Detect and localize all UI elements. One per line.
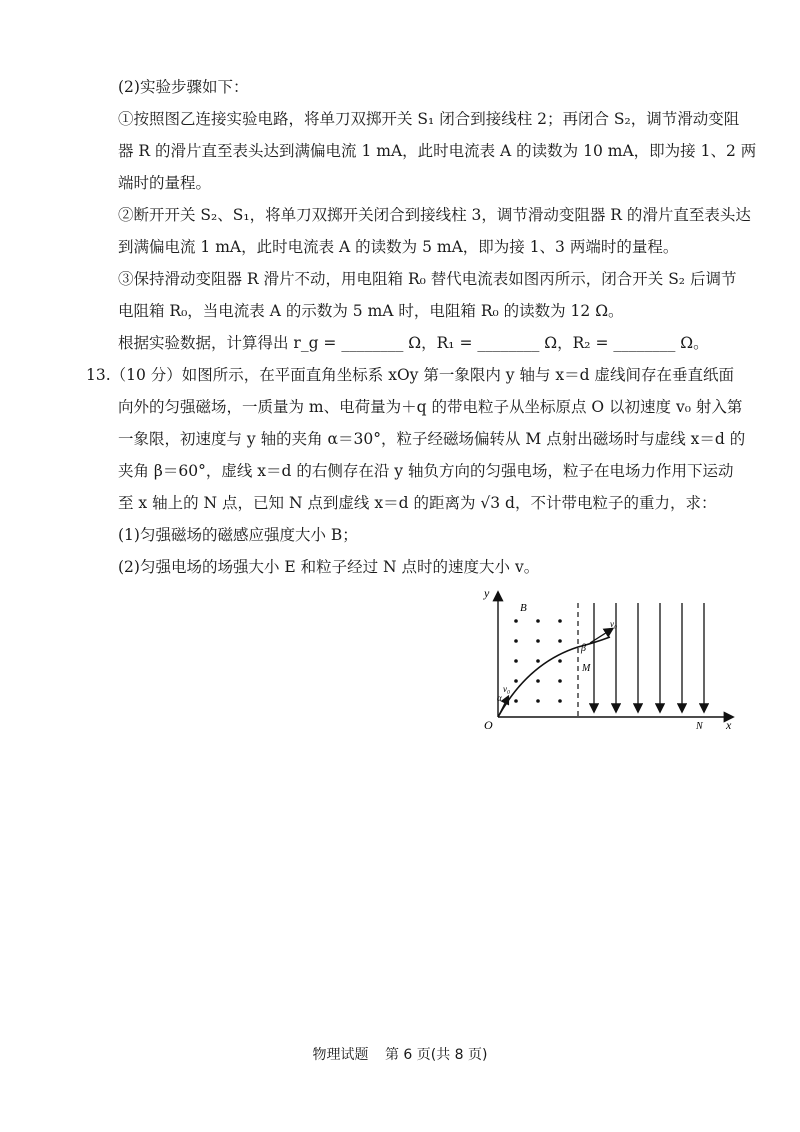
experiment-heading: (2)实验步骤如下： [118,78,249,96]
q13-line-1: 13.（10 分）如图所示，在平面直角坐标系 xOy 第一象限内 y 轴与 x＝d 虚线间存在垂直纸面 [86,366,734,384]
field-b-label: B [520,602,527,614]
diagram-svg [470,585,740,735]
footer-subject: 物理试题 [312,1047,369,1063]
magnetic-field-dots [514,619,562,703]
step2-line-1: ②断开开关 S₂、S₁，将单刀双掷开关闭合到接线柱 3，调节滑动变阻器 R 的滑片直至表头达 [118,206,751,224]
v0-start-label: v₀ [503,684,511,694]
particle-trajectory [498,637,610,717]
step3-line-2: 电阻箱 R₀，当电流表 A 的示数为 5 mA 时，电阻箱 R₀ 的读数为 12 Ω。 [118,302,624,320]
step1-line-1: ①按照图乙连接实验电路，将单刀双掷开关 S₁ 闭合到接线柱 2；再闭合 S₂，调节滑动变阻 [118,110,740,128]
alpha-label: α [497,693,502,703]
step1-line-2: 器 R 的滑片直至表头达到满偏电流 1 mA，此时电流表 A 的读数为 10 mA，即为接 1、2 两 [118,142,757,160]
v0-exit-label: v₀ [610,619,618,629]
x-axis-label: x [726,718,732,732]
q13-line-3: 一象限，初速度与 y 轴的夹角 α＝30°，粒子经磁场偏转从 M 点射出磁场时与虚线 x＝d 的 [118,430,746,448]
q13-line-4: 夹角 β＝60°，虚线 x＝d 的右侧存在沿 y 轴负方向的匀强电场，粒子在电场力作用下运动 [118,462,734,480]
q13-line-2: 向外的匀强磁场，一质量为 m、电荷量为＋q 的带电粒子从坐标原点 O 以初速度 v₀ 射入第 [118,398,743,416]
result-line: 根据实验数据，计算得出 r_g = ________ Ω，R₁ = ________ Ω，R₂ = ________ Ω。 [118,334,709,352]
y-axis-label: y [484,586,490,600]
n-point-label: N [696,721,703,732]
q13-line-5: 至 x 轴上的 N 点，已知 N 点到虚线 x＝d 的距离为 √3 d，不计带电粒子的重力，求： [118,494,717,512]
step2-line-2: 到满偏电流 1 mA，此时电流表 A 的读数为 5 mA，即为接 1、3 两端时的量程。 [118,238,679,256]
q13-part-1: (1)匀强磁场的磁感应强度大小 B； [118,526,358,544]
footer-page-number: 第 6 页(共 8 页) [384,1047,488,1063]
q13-part-2: (2)匀强电场的场强大小 E 和粒子经过 N 点时的速度大小 v。 [118,558,540,576]
magnetic-field-diagram [470,585,740,735]
page-footer [0,1044,800,1064]
m-point-label: M [582,663,591,674]
step1-line-3: 端时的量程。 [118,174,212,192]
origin-label: O [484,718,493,732]
beta-label: β [581,643,586,654]
step3-line-1: ③保持滑动变阻器 R 滑片不动，用电阻箱 R₀ 替代电流表如图丙所示，闭合开关 S₂ 后调节 [118,270,737,288]
